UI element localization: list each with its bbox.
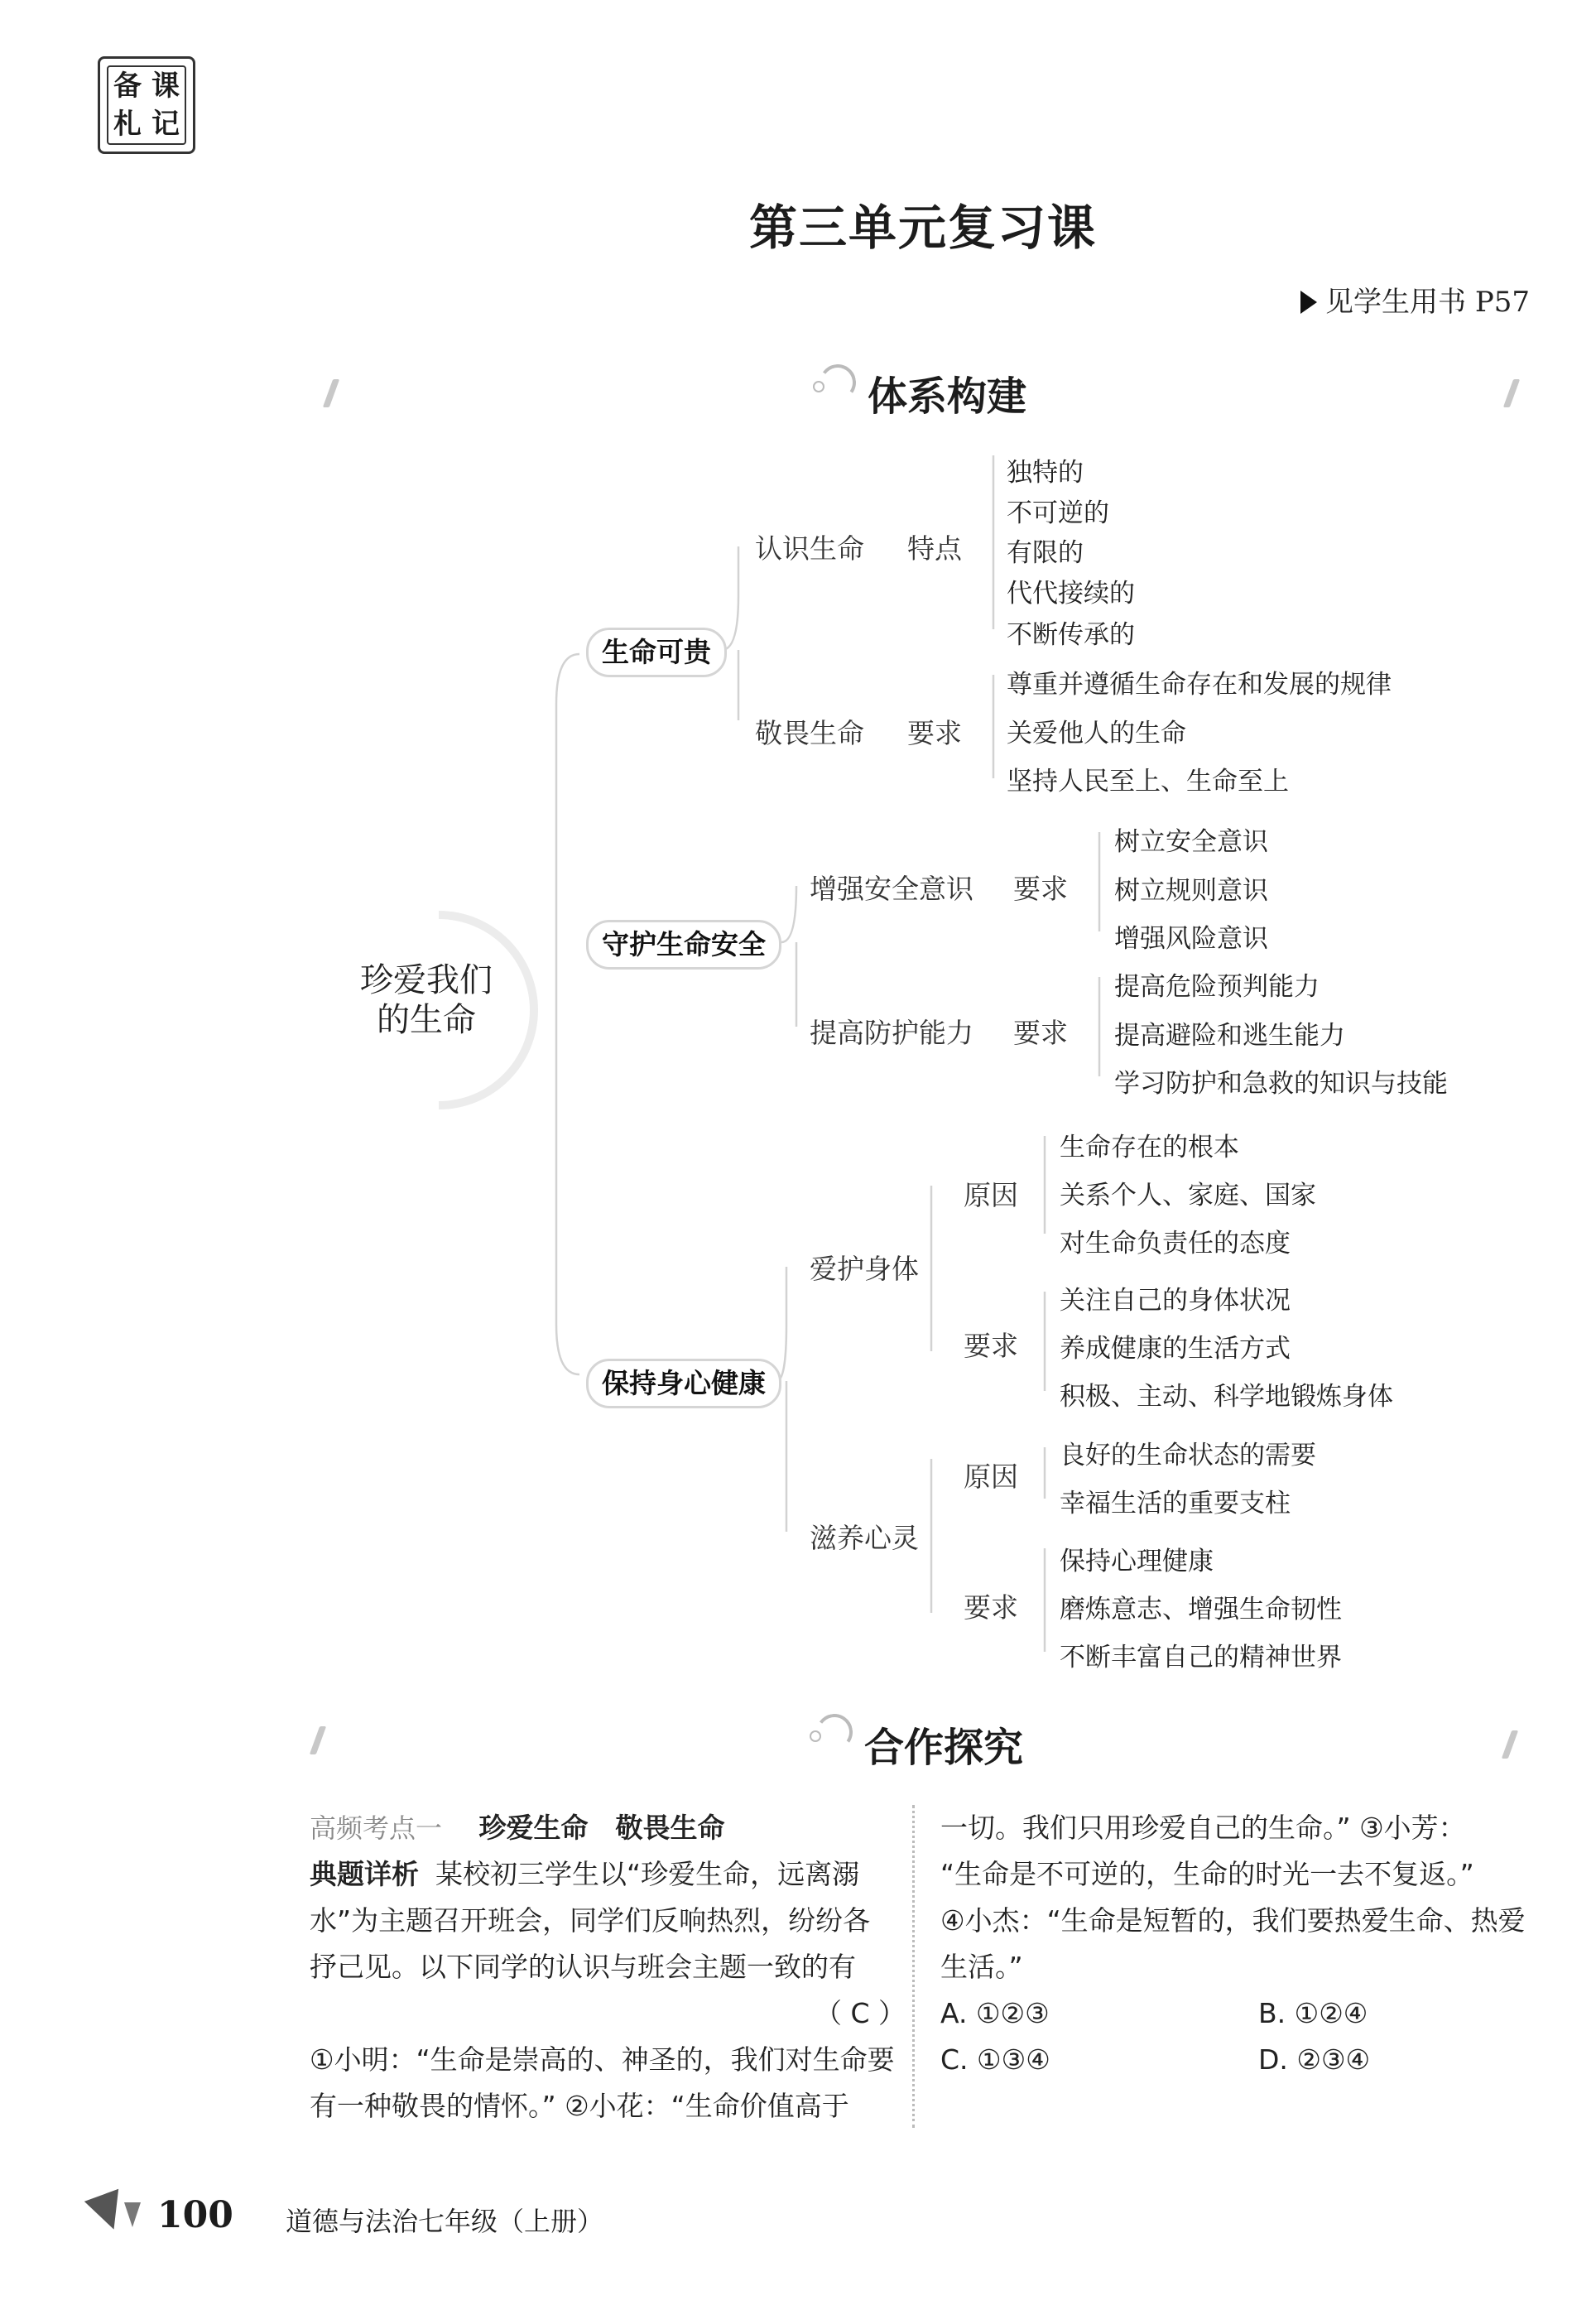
option-d[interactable]: D. ②③④ bbox=[1258, 2043, 1371, 2076]
statement-line: “生命是不可逆的，生命的时光一去不复返。” bbox=[940, 1858, 1474, 1890]
key-point-title: 珍爱生命 敬畏生命 bbox=[478, 1812, 725, 1844]
leaf-item: 不可逆的 bbox=[1007, 498, 1109, 528]
exercise-left-column bbox=[310, 1805, 906, 2130]
exercise-right-column bbox=[940, 1805, 1536, 2083]
option-b[interactable]: B. ①②④ bbox=[1258, 1997, 1368, 2029]
section-title-system: 体系构建 bbox=[868, 373, 1027, 420]
question-line: 水”为主题召开班会，同学们反响热烈，纷纷各 bbox=[310, 1904, 871, 1937]
connector-branch1 bbox=[722, 546, 738, 720]
leaf-item: 对生命负责任的态度 bbox=[1060, 1229, 1291, 1258]
statement-line: ④小杰：“生命是短暂的，我们要热爱生命、热爱 bbox=[940, 1904, 1526, 1937]
page-number: 100 bbox=[157, 2194, 233, 2236]
leaf-item: 幸福生活的重要支柱 bbox=[1060, 1489, 1291, 1518]
question-text: 某校初三学生以“珍爱生命，远离溺 bbox=[435, 1858, 860, 1890]
tag-requirements: 要求 bbox=[1013, 1017, 1068, 1049]
leaf-item: 养成健康的生活方式 bbox=[1060, 1334, 1291, 1364]
leaf-item: 独特的 bbox=[1007, 458, 1084, 488]
tag-reasons: 原因 bbox=[964, 1461, 1018, 1493]
leaf-item: 关系个人、家庭、国家 bbox=[1060, 1181, 1316, 1210]
option-row bbox=[940, 2037, 1536, 2083]
statement-line: ①小明：“生命是崇高的、神圣的，我们对生命要 bbox=[310, 2043, 895, 2076]
answer-bracket: （ C ） bbox=[814, 1997, 906, 2029]
leaf-item: 树立规则意识 bbox=[1114, 876, 1268, 906]
sub-revere-life: 敬畏生命 bbox=[755, 717, 864, 749]
branch-life-precious: 生命可贵 bbox=[586, 628, 727, 677]
option-row bbox=[940, 1990, 1536, 2037]
leaf-item: 良好的生命状态的需要 bbox=[1060, 1441, 1316, 1470]
root-line-1: 珍爱我们 bbox=[360, 961, 493, 999]
connector-branch2 bbox=[781, 886, 796, 1027]
tag-requirements: 要求 bbox=[964, 1591, 1018, 1624]
leaf-item: 代代接续的 bbox=[1007, 579, 1135, 609]
reference-text: 见学生用书 P57 bbox=[1325, 286, 1530, 319]
logo-char: 课 bbox=[151, 70, 180, 103]
question-line bbox=[310, 1851, 906, 1898]
branch-physical-mental-health: 保持身心健康 bbox=[586, 1359, 781, 1408]
book-title: 道德与法治七年级（上册） bbox=[286, 2206, 604, 2237]
leaf-item: 学习防护和急救的知识与技能 bbox=[1114, 1069, 1448, 1099]
leaf-item: 提高避险和逃生能力 bbox=[1114, 1021, 1345, 1051]
key-point-line bbox=[310, 1805, 906, 1851]
leaf-item: 有限的 bbox=[1007, 538, 1084, 568]
logo-char: 札 bbox=[113, 108, 142, 141]
question-line: 抒己见。以下同学的认识与班会主题一致的有 bbox=[310, 1951, 856, 1983]
logo-char: 备 bbox=[113, 70, 142, 103]
tag-features: 特点 bbox=[907, 532, 962, 565]
leaf-item: 提高危险预判能力 bbox=[1114, 972, 1320, 1002]
connector-branch3 bbox=[776, 1267, 786, 1532]
leaf-item: 不断丰富自己的精神世界 bbox=[1060, 1643, 1342, 1672]
tag-requirements: 要求 bbox=[964, 1330, 1018, 1362]
leaf-item: 保持心理健康 bbox=[1060, 1547, 1214, 1576]
tag-requirements: 要求 bbox=[1013, 873, 1068, 905]
root-line-2: 的生命 bbox=[377, 1001, 476, 1039]
leaf-item: 关爱他人的生命 bbox=[1007, 719, 1186, 748]
statement-line: 有一种敬畏的情怀。” ②小花：“生命价值高于 bbox=[310, 2090, 849, 2122]
sub-nourish-mind: 滋养心灵 bbox=[810, 1522, 919, 1554]
connector-root-to-branches bbox=[556, 654, 579, 1374]
statement-line: 一切。我们只用珍爱自己的生命。” ③小芳： bbox=[940, 1812, 1466, 1844]
key-point-label: 高频考点一 bbox=[310, 1812, 443, 1844]
option-c[interactable]: C. ①③④ bbox=[940, 2043, 1050, 2076]
sub-safety-awareness: 增强安全意识 bbox=[810, 873, 973, 905]
footer-decoration-icon bbox=[124, 2202, 141, 2227]
leaf-item: 积极、主动、科学地锻炼身体 bbox=[1060, 1382, 1393, 1412]
leaf-item: 尊重并遵循生命存在和发展的规律 bbox=[1007, 670, 1392, 700]
sub-know-life: 认识生命 bbox=[755, 532, 864, 565]
sub-protection-ability: 提高防护能力 bbox=[810, 1017, 973, 1049]
leaf-item: 生命存在的根本 bbox=[1060, 1133, 1239, 1162]
column-divider bbox=[912, 1805, 915, 2128]
option-a[interactable]: A. ①②③ bbox=[940, 1997, 1050, 2029]
page-title: 第三单元复习课 bbox=[748, 200, 1097, 256]
sub-care-body: 爱护身体 bbox=[810, 1253, 919, 1285]
tag-requirements: 要求 bbox=[907, 717, 962, 749]
leaf-item: 增强风险意识 bbox=[1114, 924, 1268, 954]
leaf-item: 不断传承的 bbox=[1007, 620, 1135, 650]
leaf-item: 坚持人民至上、生命至上 bbox=[1007, 767, 1289, 796]
tag-reasons: 原因 bbox=[964, 1179, 1018, 1211]
statement-line: 生活。” bbox=[940, 1951, 1023, 1983]
question-intro-label: 典题详析 bbox=[310, 1858, 419, 1890]
leaf-item: 关注自己的身体状况 bbox=[1060, 1286, 1291, 1316]
section-title-cooperation: 合作探究 bbox=[864, 1725, 1024, 1771]
branch-protect-safety: 守护生命安全 bbox=[586, 920, 781, 970]
leaf-item: 磨炼意志、增强生命韧性 bbox=[1060, 1595, 1342, 1624]
logo-char: 记 bbox=[151, 108, 180, 141]
leaf-item: 树立安全意识 bbox=[1114, 827, 1268, 857]
